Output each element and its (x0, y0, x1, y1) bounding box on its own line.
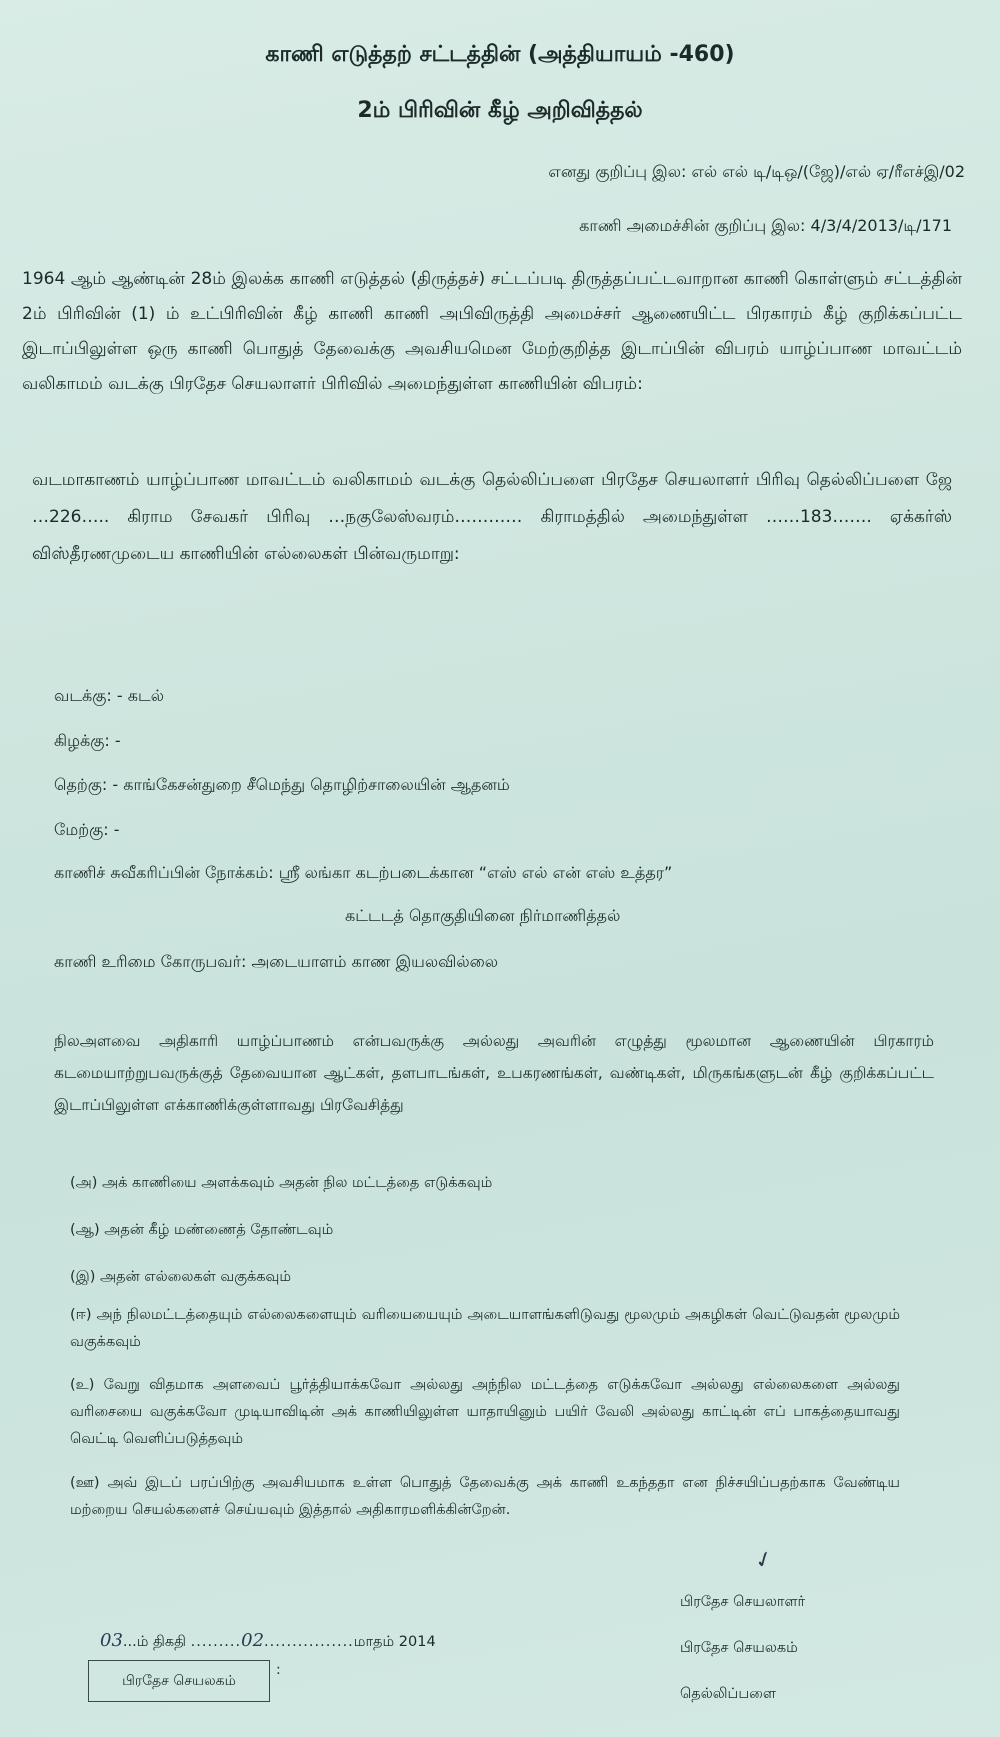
boundary-east: கிழக்கு: - (54, 731, 121, 750)
date-day: 03 (100, 1630, 123, 1651)
authorization-item: (ஆ) அதன் கீழ் மண்ணைத் தோண்டவும் (70, 1222, 334, 1238)
authorization-item: (இ) அதன் எல்லைகள் வகுக்கவும் (70, 1269, 292, 1285)
ministry-reference-number: காணி அமைச்சின் குறிப்பு இல: 4/3/4/2013/டி/171 (579, 216, 952, 235)
boundary-south: தெற்கு: - காங்கேசன்துறை சீமெந்து தொழிற்சாலையின் ஆதனம் (54, 775, 510, 794)
land-claimant: காணி உரிமை கோருபவர்: அடையாளம் காண இயலவில்லை (54, 952, 499, 971)
boundary-north: வடக்கு: - கடல் (54, 686, 164, 705)
date-day-label: ...ம் திகதி (122, 1634, 187, 1650)
date-month-year: மாதம் 2014 (353, 1634, 436, 1650)
authorization-item: (ஊ) அவ் இடப் பரப்பிற்கு அவசியமாக உள்ள பொதுத் தேவைக்கு அக் காணி உகந்ததா என நிச்சயிப்பதற்காக வேண்டிய மற்றைய செயல்களைச் செய்யவும் இத்தால் அதிகாரமளிக்கின்றேன். (70, 1475, 900, 1518)
intro-paragraph: 1964 ஆம் ஆண்டின் 28ம் இலக்க காணி எடுத்தல் (திருத்தச்) சட்டப்படி திருத்தப்பட்டவாறான காணி கொள்ளும் சட்டத்தின் 2ம் பிரிவின் (1) ம் உட்பிரிவின் கீழ் காணி காணி அபிவிருத்தி அமைச்சர் ஆணையிட்ட பிரகாரம் கீழ் குறிக்கப்பட்ட இடாப்பிலுள்ள ஒரு காணி பொதுத் தேவைக்கு அவசியமென மேற்குறித்த இடாப்பின் விபரம் யாழ்ப்பாண மாவட்டம் வலிகாமம் வடக்கு பிரதேச செயலாளர் பிரிவில் அமைந்துள்ள காணியின் விபரம்: (22, 269, 962, 394)
authorization-paragraph: நிலஅளவை அதிகாரி யாழ்ப்பாணம் என்பவருக்கு அல்லது அவரின் எழுத்து மூலமான ஆணையின் பிரகாரம் கடமையாற்றுபவருக்குத் தேவையான ஆட்கள், தளபாடங்கள், உபகரணங்கள், வண்டிகள், மிருகங்களுடன் கீழ் குறிக்கப்பட்ட இடாப்பிலுள்ள எக்காணிக்குள்ளாவது பிரவேசித்து (54, 1032, 934, 1114)
signature-mark: ✓ (751, 1545, 778, 1576)
notice-title: காணி எடுத்தற் சட்டத்தின் (அத்தியாயம் -460) (265, 42, 735, 67)
own-reference-number: எனது குறிப்பு இல: எல் எல் டி/டிஒ/(ஜே)/எல் ஏ/ரீஎச்இ/02 (548, 162, 965, 181)
authorization-item: (அ) அக் காணியை அளக்கவும் அதன் நில மட்டத்தை எடுக்கவும் (70, 1175, 493, 1191)
authorization-item: (ஈ) அந் நிலமட்டத்தையும் எல்லைகளையும் வரியையையும் அடையாளங்களிடுவது மூலமும் அகழிகள் வெட்டுவதன் மூலமும் வகுக்கவும் (70, 1307, 900, 1350)
boundary-west: மேற்கு: - (54, 820, 120, 839)
signatory-place: தெல்லிப்பளை (680, 1686, 776, 1702)
location-paragraph: வடமாகாணம் யாழ்ப்பாண மாவட்டம் வலிகாமம் வடக்கு தெல்லிப்பளை பிரதேச செயலாளர் பிரிவு தெல்லிப்பளை ஜே …226….. கிராம சேவகர் பிரிவு …நகுலேஸ்வரம்………… கிராமத்தில் அமைந்துள்ள ……183……. ஏக்கர்ஸ் விஸ்தீரணமுடைய காணியின் எல்லைகள் பின்வருமாறு: (32, 470, 952, 564)
authorization-item: (உ) வேறு விதமாக அளவைப் பூர்த்தியாக்கவோ அல்லது அந்நில மட்டத்தை எடுக்கவோ அல்லது எல்லைகளை அல்லது வரிசையை வகுக்கவோ முடியாவிடின் அக் காணியிலுள்ள யாதாயினும் பயிர் வேலி அல்லது காட்டின் எப் பாகத்தையாவது வெட்டி வெளிப்படுத்தவும் (70, 1377, 900, 1447)
acquisition-purpose: காணிச் சுவீகரிப்பின் நோக்கம்: ஸ்ரீ லங்கா கடற்படைக்கான “எஸ் எல் என் எஸ் உத்தர” (54, 863, 673, 882)
acquisition-purpose-continued: கட்டடத் தொகுதியினை நிர்மாணித்தல் (345, 906, 621, 925)
date-month: 02 (241, 1630, 265, 1651)
notice-subtitle: 2ம் பிரிவின் கீழ் அறிவித்தல் (357, 98, 643, 123)
signatory-office: பிரதேச செயலகம் (680, 1640, 798, 1656)
office-stamp: பிரதேச செயலகம் (88, 1660, 270, 1702)
signatory-title: பிரதேச செயலாளர் (680, 1594, 806, 1610)
notice-date: 03...ம் திகதி .........02................மாதம் 2014 (100, 1630, 436, 1651)
stamp-edge-mark: : (276, 1662, 281, 1678)
